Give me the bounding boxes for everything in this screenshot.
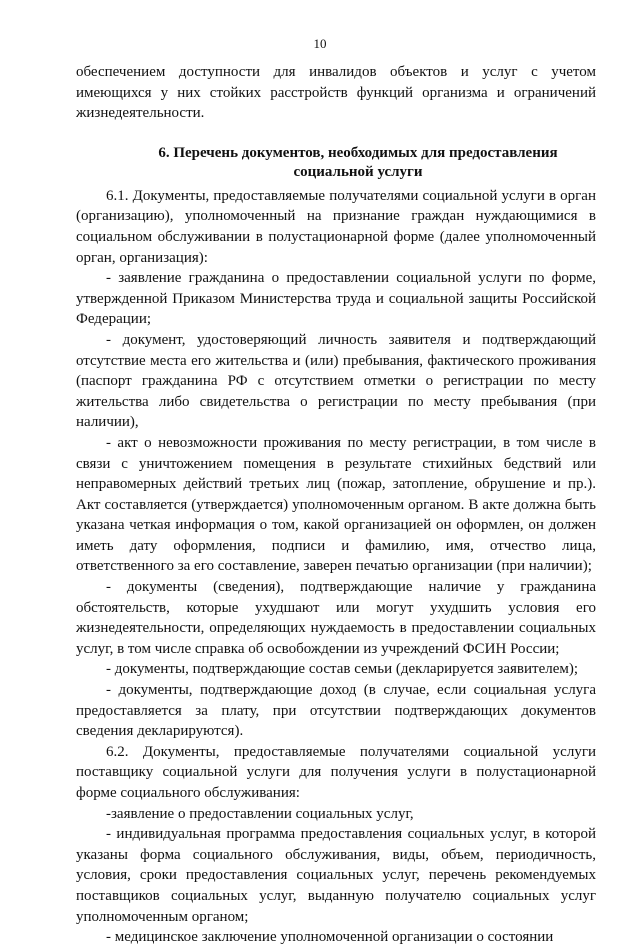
list-item-family-composition: - документы, подтверждающие состав семьи (декларируется заявителем); <box>106 661 579 678</box>
intro-paragraph: обеспечением доступности для инвалидов объектов и услуг с учетом имеющихся у них стойких расстройств функций организма и ограничений жизнедеятельности. <box>76 64 596 122</box>
section-heading: 6. Перечень документов, необходимых для предоставления социальной услуги <box>158 144 558 180</box>
list-item-application: - заявление гражданина о предоставлении социальной услуги по форме, утвержденной Приказом Министерства труда и социальной защиты Российской Федерации; <box>76 270 596 328</box>
list-item-medical-conclusion: - медицинское заключение уполномоченной организации о состоянии <box>106 929 554 946</box>
list-item-services-application: -заявление о предоставлении социальных услуг, <box>106 805 414 822</box>
page-number: 10 <box>313 36 327 51</box>
list-item-identity-document: - документ, удостоверяющий личность заявителя и подтверждающий отсутствие места его жительства и (или) пребывания, фактического проживания (паспорт гражданина РФ с отсутствием отметки о регистрации по месту жительства либо свидетельства о регистрации по месту пребывания (при наличии), <box>76 331 596 431</box>
list-item-individual-program: - индивидуальная программа предоставления социальных услуг, в которой указаны форма социального обслуживания, виды, объем, периодичность, условия, сроки предоставления социальных услуг, перечень рекомендуемых поставщиков социальных услуг, выданную получателю социальных услуг уполномоченным органом; <box>76 826 596 925</box>
paragraph-6-1: 6.1. Документы, предоставляемые получателями социальной услуги в орган (организацию), уполномоченный на признание граждан нуждающимися в социальном обслуживании в полустационарной форме (далее уполномоченный орган, организация): <box>76 187 596 266</box>
paragraph-6-2: 6.2. Документы, предоставляемые получателями социальной услуги поставщику социальной услуги для получения услуги в полустационарной форме социального обслуживания: <box>76 743 596 801</box>
list-item-circumstances-documents: - документы (сведения), подтверждающие наличие у гражданина обстоятельств, которые ухудшают или могут ухудшить условия его жизнедеятельности, определяющих нуждаемость в предоставлении социальных услуг, в том числе справка об освобождении из учреждений ФСИН России; <box>76 579 596 657</box>
document-body <box>76 62 596 948</box>
list-item-income-documents: - документы, подтверждающие доход (в случае, если социальная услуга предоставляется за плату, при отсутствии подтверждающих документов сведения декларируются). <box>76 682 596 740</box>
list-item-act: - акт о невозможности проживания по месту регистрации, в том числе в связи с уничтожением помещения в результате стихийных бедствий или неправомерных действий третьих лиц (пожар, затопление, обрушение и пр.). Акт составляется (утверждается) уполномоченным органом. В акте должна быть указана четкая информация о том, какой организацией он оформлен, он должен иметь дату оформления, подписи и фамилию, имя, отчество лица, ответственного за его составление, заверен печатью организации (при наличии); <box>76 434 596 575</box>
